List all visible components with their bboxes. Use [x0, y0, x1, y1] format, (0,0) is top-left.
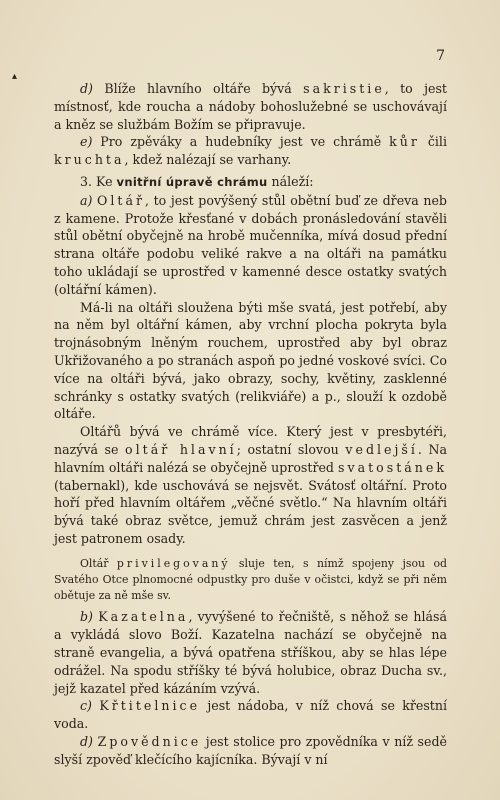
paragraph-krtitelnice	[54, 697, 447, 733]
text-run: , kdež nalézají se varhany.	[124, 152, 292, 168]
text-run: čili	[419, 134, 447, 150]
text-run: (tabernakl), kde uschovává se nejsvět. Svátosť oltářní. Proto hoří před hlavním oltářem „věčné světlo.“ Na hlavním oltáři bývá také obraz světce, jemuž chrám jest zasvěcen a jenž jest patronem osady.	[54, 477, 447, 546]
item-letter: d)	[80, 81, 93, 96]
paragraph-zpovednice	[54, 733, 447, 769]
text-run: Pro zpěváky a hudebníky jest ve chrámě	[92, 134, 390, 150]
section-heading-vnitrni-uprava	[54, 173, 447, 192]
text-run: jest nádoba, v níž chová se křestní voda.	[54, 698, 447, 732]
paragraph-sakristie	[54, 80, 447, 133]
item-letter: c)	[80, 698, 92, 714]
text-run: , to jest místnosť, kde roucha a nádoby bohoslužebné se uschovávají a kněz se službám Božím se připravuje.	[54, 81, 447, 132]
print-speck-mark: ▴	[12, 71, 18, 82]
text-run: ; ostatní slovou	[236, 441, 346, 457]
page-number: 7	[436, 48, 445, 64]
paragraph-oltar-privilegovany	[54, 556, 447, 605]
spaced-term: Křtitelnice	[99, 698, 201, 714]
paragraph-oltar	[54, 192, 447, 299]
paragraph-kur	[54, 133, 447, 169]
paragraph-kazatelna	[54, 608, 447, 697]
text-run: , to jest povýšený stůl obětní buď ze dřeva neb z kamene. Protože křesťané v dobách pronásledování stavěli stůl obětní obyčejně na hrobě mučenníka, mívá dosud přední strana oltáře podobu veliké rakve a na oltáři na památku toho ukládají se uprostřed v kamenné desce ostatky svatých (oltářní kámen).	[54, 192, 447, 297]
bold-heading-term: vnitřní úpravě chrámu	[116, 174, 268, 189]
spaced-term: svatostánek	[338, 459, 447, 475]
spaced-term: Zpovědnice	[97, 733, 202, 749]
item-letter: e)	[80, 134, 93, 150]
spaced-term: oltář hlavní	[125, 441, 237, 457]
text-run: Oltář	[80, 556, 117, 570]
spaced-term: kruchta	[54, 152, 125, 168]
text-run: náleží:	[267, 173, 314, 189]
item-letter: a)	[80, 192, 93, 208]
item-letter: d)	[80, 733, 93, 749]
spaced-term: kůr	[389, 134, 420, 150]
text-run: jest stolice pro zpovědníka v níž sedě slyší zpověď klečícího kajícníka. Bývají v ní	[54, 733, 447, 767]
text-run: Oltářů bývá ve chrámě více. Který jest v presbytéři, nazývá se	[54, 424, 447, 457]
text-run: sluje ten, s nímž spojeny jsou od Svatého Otce plnomocné odpustky pro duše v očistci, když se při něm obětuje za ně mše sv.	[54, 556, 447, 603]
paragraph-oltaru-vice	[54, 423, 447, 548]
text-run: Blíže hlavního oltáře bývá	[92, 81, 304, 96]
spaced-term: privilegovaný	[116, 556, 231, 570]
spaced-term: vedlejší	[345, 441, 418, 457]
paragraph-mse-svata	[54, 299, 447, 424]
text-run: 3. Ke	[80, 173, 117, 189]
item-letter: b)	[80, 609, 93, 625]
spaced-term: Oltář	[97, 192, 145, 208]
text-run: Má-li na oltáři sloužena býti mše svatá, jest potřebí, aby na něm byl oltářní kámen, aby vrchní plocha pokryta byla trojnásobným lněným rouchem, uprostřed aby byl obraz Ukřižovaného a po stranách aspoň po jedné voskové svíci. Co více na oltáři bývá, jako obrazy, sochy, květiny, zasklenné schránky s ostatky svatých (relikviáře) a p., slouží k ozdobě oltáře.	[54, 299, 447, 422]
page-text-body	[54, 80, 447, 769]
text-run: , vyvýšené to řečniště, s něhož se hlásá a vykládá slovo Boží. Kazatelna nachází se obyčejně na straně evangelia, a bývá opatřena stříškou, aby se hlas lépe odrážel. Na spodu stříšky té bývá holubice, obraz Ducha sv., jejž kazatel před kázáním vzývá.	[54, 609, 447, 696]
text-run: . Na hlavním oltáři nalézá se obyčejně uprostřed	[54, 441, 447, 475]
spaced-term: Kazatelna	[98, 609, 189, 625]
spaced-term: sakristie	[303, 81, 385, 96]
